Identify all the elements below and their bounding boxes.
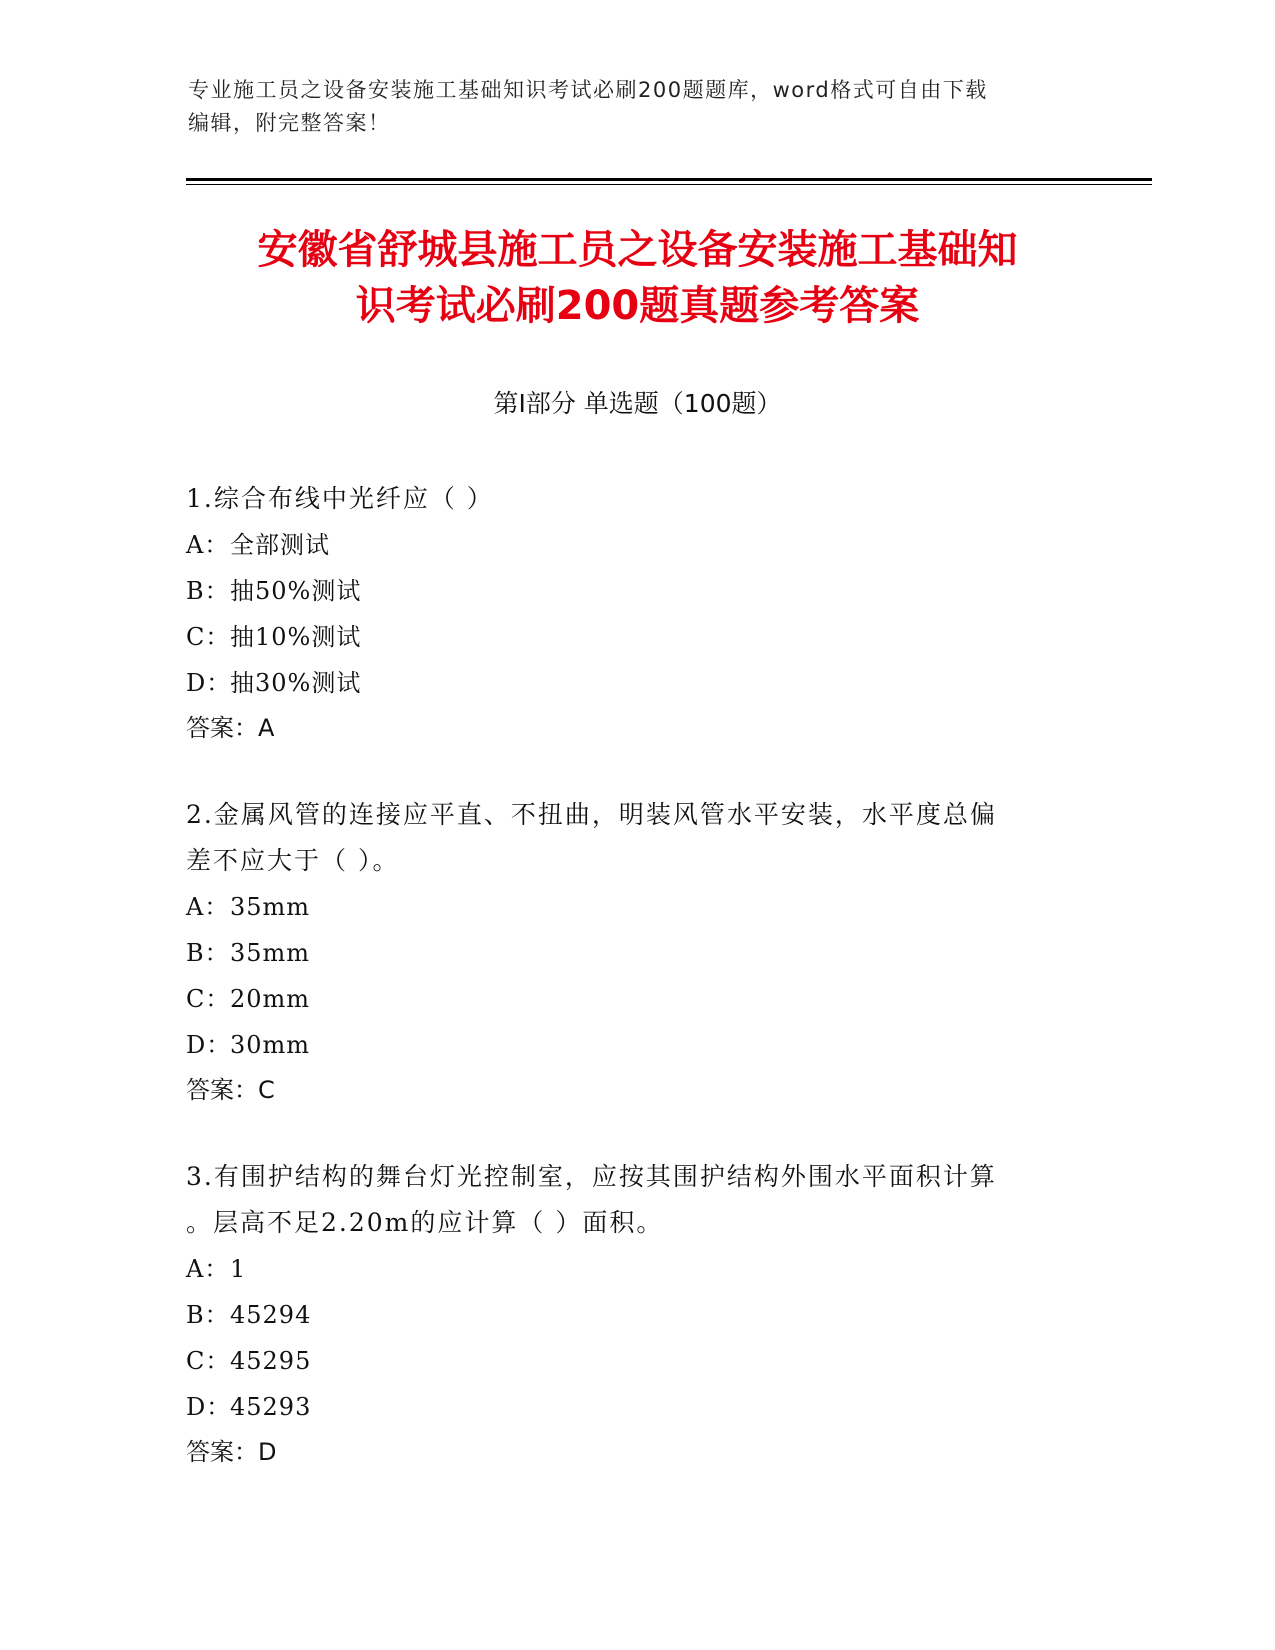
option-c: [186, 1338, 1086, 1384]
option-letter: A：: [186, 531, 230, 559]
question-text-line1: 3.有围护结构的舞台灯光控制室，应按其围护结构外围水平面积计算: [186, 1162, 997, 1191]
option-letter: B：: [186, 939, 230, 967]
answer-label: 答案：A: [186, 714, 275, 742]
option-text: 30mm: [230, 1031, 311, 1059]
option-a: [186, 884, 1086, 930]
header-divider-thin: [186, 184, 1152, 185]
option-c: [186, 976, 1086, 1022]
option-letter: A：: [186, 1255, 230, 1283]
answer-label: 答案：C: [186, 1076, 275, 1104]
option-letter: D：: [186, 669, 232, 697]
question-text-line2: 。层高不足2.20m的应计算（ ）面积。: [186, 1208, 664, 1237]
question-3: [186, 1154, 1086, 1474]
option-letter: C：: [186, 985, 231, 1013]
option-letter: B：: [186, 1301, 230, 1329]
option-d: [186, 1384, 1086, 1430]
question-1: [186, 476, 1086, 750]
option-d: [186, 1022, 1086, 1068]
option-a: [186, 1246, 1086, 1292]
option-text: 全部测试: [230, 531, 330, 559]
option-text: 35mm: [230, 939, 311, 967]
option-text: 45295: [230, 1347, 312, 1375]
option-b: [186, 1292, 1086, 1338]
question-list: [186, 476, 1086, 1516]
option-letter: C：: [186, 1347, 231, 1375]
option-text: 45293: [230, 1393, 312, 1421]
option-letter: A：: [186, 893, 230, 921]
option-text: 45294: [230, 1301, 312, 1329]
option-b: [186, 930, 1086, 976]
option-text: 抽50%测试: [230, 577, 362, 605]
option-text: 35mm: [230, 893, 311, 921]
option-letter: B：: [186, 577, 230, 605]
option-d: [186, 660, 1086, 706]
question-text-line2: 差不应大于（ ）。: [186, 846, 400, 875]
option-letter: D：: [186, 1031, 232, 1059]
header-divider-thick: [186, 178, 1152, 181]
question-2: [186, 792, 1086, 1112]
option-letter: C：: [186, 623, 231, 651]
option-a: [186, 522, 1086, 568]
question-text: 1.综合布线中光纤应（ ）: [186, 484, 494, 513]
section-heading: 第Ⅰ部分 单选题（100题）: [493, 389, 782, 418]
header-note: [188, 74, 1088, 140]
option-text: 20mm: [230, 985, 311, 1013]
document-title: [130, 222, 1145, 334]
option-b: [186, 568, 1086, 614]
option-text: 1: [230, 1255, 247, 1283]
question-text-line1: 2.金属风管的连接应平直、不扭曲，明装风管水平安装，水平度总偏: [186, 800, 997, 829]
option-letter: D：: [186, 1393, 232, 1421]
option-c: [186, 614, 1086, 660]
header-note-line1: 专业施工员之设备安装施工基础知识考试必刷200题题库，word格式可自由下载: [188, 78, 988, 102]
answer-label: 答案：D: [186, 1438, 277, 1466]
option-text: 抽30%测试: [230, 669, 362, 697]
option-text: 抽10%测试: [230, 623, 362, 651]
document-title-line1: 安徽省舒城县施工员之设备安装施工基础知: [257, 227, 1018, 273]
header-note-line2: 编辑，附完整答案！: [188, 111, 391, 135]
document-title-line2: 识考试必刷200题真题参考答案: [355, 283, 920, 329]
